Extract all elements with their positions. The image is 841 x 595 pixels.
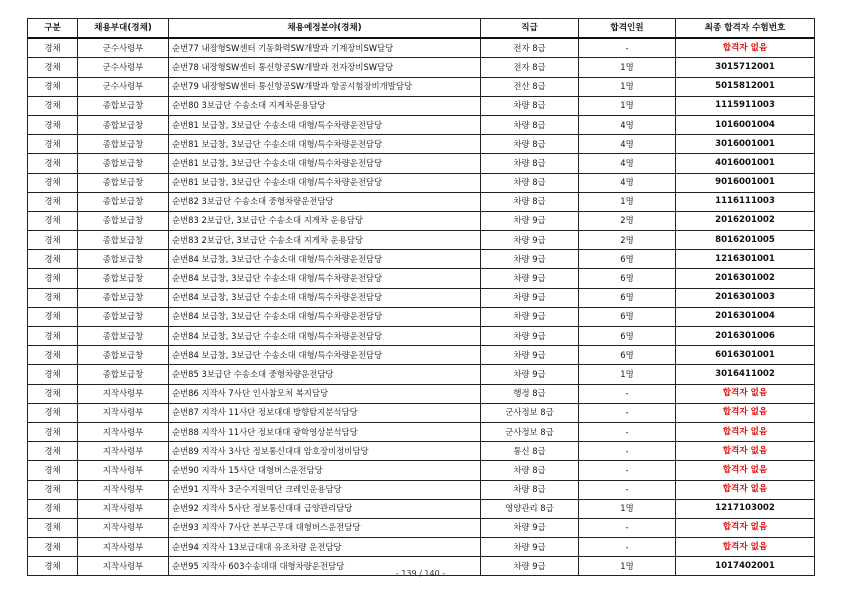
cell-unit: 지작사령부 [78,538,169,557]
cell-field: 순번77 내장형SW센터 기동화력SW개발과 기계장비SW담당 [169,38,481,58]
cell-passed-count: 1명 [579,96,676,115]
cell-unit: 종합보급창 [78,288,169,307]
cell-field: 순번86 지작사 7사단 인사참모처 복지담당 [169,384,481,403]
cell-grade: 차량 9급 [481,269,579,288]
cell-grade: 차량 8급 [481,96,579,115]
table-row [28,77,815,96]
cell-field: 순번80 3보급단 수송소대 지게차운용담당 [169,96,481,115]
cell-exam-number: 6016301001 [676,346,815,365]
cell-unit: 종합보급창 [78,211,169,230]
cell-unit: 종합보급창 [78,115,169,134]
cell-exam-number: 1116111003 [676,192,815,211]
cell-grade: 차량 9급 [481,307,579,326]
cell-unit: 지작사령부 [78,442,169,461]
cell-category: 경채 [28,77,78,96]
cell-exam-number: 3015712001 [676,58,815,77]
cell-grade: 군사정보 8급 [481,422,579,441]
cell-grade: 행정 8급 [481,384,579,403]
cell-unit: 군수사령부 [78,77,169,96]
cell-unit: 종합보급창 [78,154,169,173]
results-sheet [27,18,814,576]
cell-category: 경채 [28,442,78,461]
cell-passed-count: - [579,403,676,422]
cell-exam-number: 합격자 없음 [676,538,815,557]
cell-category: 경채 [28,346,78,365]
cell-exam-number: 1017402001 [676,557,815,576]
cell-exam-number: 2016301004 [676,307,815,326]
cell-field: 순번91 지작사 3군수지원여단 크레인운용담당 [169,480,481,499]
cell-exam-number: 합격자 없음 [676,384,815,403]
cell-passed-count: 6명 [579,288,676,307]
cell-grade: 전산 8급 [481,77,579,96]
cell-grade: 군사정보 8급 [481,403,579,422]
cell-passed-count: 1명 [579,499,676,518]
cell-passed-count: 6명 [579,269,676,288]
table-row [28,346,815,365]
header-row [28,19,815,39]
cell-unit: 군수사령부 [78,38,169,58]
cell-unit: 종합보급창 [78,269,169,288]
table-row [28,96,815,115]
cell-field: 순번81 보급창, 3보급단 수송소대 대형/특수차량운전담당 [169,154,481,173]
cell-field: 순번90 지작사 15사단 대형버스운전담당 [169,461,481,480]
cell-passed-count: 2명 [579,231,676,250]
table-row [28,307,815,326]
cell-field: 순번94 지작사 13보급대대 유조차량 운전담당 [169,538,481,557]
cell-category: 경채 [28,461,78,480]
cell-exam-number: 1217103002 [676,499,815,518]
cell-passed-count: - [579,442,676,461]
table-row [28,269,815,288]
cell-category: 경채 [28,135,78,154]
cell-unit: 종합보급창 [78,307,169,326]
cell-unit: 종합보급창 [78,192,169,211]
cell-exam-number: 1016001004 [676,115,815,134]
cell-exam-number: 1115911003 [676,96,815,115]
cell-unit: 지작사령부 [78,403,169,422]
cell-field: 순번83 2보급단, 3보급단 수송소대 지게차 운용담당 [169,211,481,230]
cell-grade: 통신 8급 [481,442,579,461]
table-row [28,538,815,557]
cell-category: 경채 [28,480,78,499]
cell-passed-count: - [579,518,676,537]
cell-grade: 차량 9급 [481,327,579,346]
cell-category: 경채 [28,115,78,134]
cell-exam-number: 2016301003 [676,288,815,307]
cell-field: 순번84 보급창, 3보급단 수송소대 대형/특수차량운전담당 [169,327,481,346]
results-table [27,18,815,576]
cell-exam-number: 합격자 없음 [676,38,815,58]
table-row [28,327,815,346]
cell-category: 경채 [28,192,78,211]
cell-grade: 차량 9급 [481,346,579,365]
cell-unit: 종합보급창 [78,173,169,192]
cell-passed-count: - [579,422,676,441]
table-row [28,422,815,441]
table-row [28,173,815,192]
cell-category: 경채 [28,231,78,250]
table-row [28,58,815,77]
cell-passed-count: - [579,538,676,557]
cell-unit: 지작사령부 [78,557,169,576]
cell-exam-number: 3016411002 [676,365,815,384]
cell-category: 경채 [28,307,78,326]
cell-grade: 영양관리 8급 [481,499,579,518]
cell-field: 순번88 지작사 11사단 정보대대 광학영상분석담당 [169,422,481,441]
cell-exam-number: 4016001001 [676,154,815,173]
cell-field: 순번92 지작사 5사단 정보통신대대 급양관리담당 [169,499,481,518]
cell-exam-number: 합격자 없음 [676,442,815,461]
table-row [28,288,815,307]
table-row [28,480,815,499]
cell-unit: 지작사령부 [78,422,169,441]
cell-field: 순번93 지작사 7사단 본부근무대 대형버스운전담당 [169,518,481,537]
cell-passed-count: 1명 [579,365,676,384]
cell-passed-count: 4명 [579,115,676,134]
cell-grade: 차량 8급 [481,115,579,134]
cell-field: 순번84 보급창, 3보급단 수송소대 대형/특수차량운전담당 [169,269,481,288]
header-field: 채용예정분야(경채) [169,19,481,39]
table-row [28,442,815,461]
cell-field: 순번78 내장형SW센터 통신항공SW개발과 전자장비SW담당 [169,58,481,77]
cell-exam-number: 8016201005 [676,231,815,250]
cell-unit: 종합보급창 [78,135,169,154]
cell-category: 경채 [28,327,78,346]
cell-grade: 차량 8급 [481,135,579,154]
cell-grade: 차량 9급 [481,538,579,557]
cell-passed-count: 6명 [579,307,676,326]
cell-grade: 전자 8급 [481,38,579,58]
cell-passed-count: 6명 [579,327,676,346]
cell-grade: 차량 8급 [481,192,579,211]
cell-passed-count: 6명 [579,250,676,269]
cell-grade: 차량 9급 [481,557,579,576]
cell-exam-number: 합격자 없음 [676,480,815,499]
cell-passed-count: - [579,384,676,403]
cell-category: 경채 [28,538,78,557]
cell-exam-number: 합격자 없음 [676,518,815,537]
cell-passed-count: 1명 [579,192,676,211]
header-passed-count: 합격인원 [579,19,676,39]
cell-unit: 지작사령부 [78,480,169,499]
table-row [28,231,815,250]
table-row [28,499,815,518]
cell-grade: 차량 8급 [481,480,579,499]
cell-category: 경채 [28,173,78,192]
cell-field: 순번83 2보급단, 3보급단 수송소대 지게차 운용담당 [169,231,481,250]
cell-category: 경채 [28,211,78,230]
cell-passed-count: 4명 [579,154,676,173]
cell-category: 경채 [28,365,78,384]
cell-passed-count: - [579,461,676,480]
cell-field: 순번89 지작사 3사단 정보통신대대 암호장비정비담당 [169,442,481,461]
cell-grade: 차량 9급 [481,231,579,250]
cell-grade: 전자 8급 [481,58,579,77]
cell-passed-count: 4명 [579,135,676,154]
cell-grade: 차량 9급 [481,365,579,384]
cell-grade: 차량 9급 [481,518,579,537]
cell-category: 경채 [28,269,78,288]
table-row [28,250,815,269]
cell-category: 경채 [28,518,78,537]
cell-exam-number: 합격자 없음 [676,422,815,441]
cell-exam-number: 2016201002 [676,211,815,230]
cell-exam-number: 3016001001 [676,135,815,154]
cell-category: 경채 [28,154,78,173]
cell-grade: 차량 8급 [481,154,579,173]
table-row [28,211,815,230]
cell-field: 순번95 지작사 603수송대대 대형차량운전담당 [169,557,481,576]
table-row [28,403,815,422]
cell-field: 순번81 보급창, 3보급단 수송소대 대형/특수차량운전담당 [169,115,481,134]
table-row [28,365,815,384]
cell-unit: 종합보급창 [78,96,169,115]
cell-exam-number: 2016301002 [676,269,815,288]
table-body [28,38,815,576]
cell-unit: 지작사령부 [78,518,169,537]
header-unit: 채용부대(경채) [78,19,169,39]
header-category: 구분 [28,19,78,39]
cell-field: 순번84 보급창, 3보급단 수송소대 대형/특수차량운전담당 [169,346,481,365]
cell-grade: 차량 9급 [481,288,579,307]
cell-exam-number: 합격자 없음 [676,461,815,480]
header-exam-number: 최종 합격자 수험번호 [676,19,815,39]
cell-exam-number: 합격자 없음 [676,403,815,422]
cell-unit: 종합보급창 [78,231,169,250]
cell-category: 경채 [28,557,78,576]
cell-unit: 지작사령부 [78,384,169,403]
cell-unit: 종합보급창 [78,365,169,384]
cell-category: 경채 [28,422,78,441]
cell-passed-count: 4명 [579,173,676,192]
cell-field: 순번81 보급창, 3보급단 수송소대 대형/특수차량운전담당 [169,135,481,154]
table-row [28,38,815,58]
cell-field: 순번84 보급창, 3보급단 수송소대 대형/특수차량운전담당 [169,307,481,326]
cell-passed-count: 1명 [579,557,676,576]
cell-category: 경채 [28,250,78,269]
cell-unit: 종합보급창 [78,250,169,269]
cell-grade: 차량 8급 [481,173,579,192]
cell-unit: 군수사령부 [78,58,169,77]
table-row [28,518,815,537]
cell-category: 경채 [28,288,78,307]
header-grade: 직급 [481,19,579,39]
cell-category: 경채 [28,384,78,403]
cell-category: 경채 [28,58,78,77]
cell-unit: 종합보급창 [78,327,169,346]
cell-passed-count: 1명 [579,58,676,77]
cell-unit: 지작사령부 [78,499,169,518]
table-row [28,192,815,211]
cell-exam-number: 9016001001 [676,173,815,192]
cell-category: 경채 [28,499,78,518]
cell-category: 경채 [28,403,78,422]
cell-grade: 차량 8급 [481,461,579,480]
table-row [28,115,815,134]
page-number: - 139 / 140 - [395,569,446,578]
cell-field: 순번84 보급창, 3보급단 수송소대 대형/특수차량운전담당 [169,288,481,307]
cell-field: 순번81 보급창, 3보급단 수송소대 대형/특수차량운전담당 [169,173,481,192]
table-row [28,154,815,173]
table-row [28,461,815,480]
cell-passed-count: - [579,38,676,58]
cell-exam-number: 1216301001 [676,250,815,269]
cell-field: 순번85 3보급단 수송소대 중형차량운전담당 [169,365,481,384]
cell-unit: 종합보급창 [78,346,169,365]
table-row [28,384,815,403]
cell-category: 경채 [28,96,78,115]
cell-passed-count: 6명 [579,346,676,365]
cell-passed-count: 1명 [579,77,676,96]
cell-field: 순번84 보급창, 3보급단 수송소대 대형/특수차량운전담당 [169,250,481,269]
cell-exam-number: 5015812001 [676,77,815,96]
table-row [28,135,815,154]
cell-field: 순번82 3보급단 수송소대 중형차량운전담당 [169,192,481,211]
cell-grade: 차량 9급 [481,211,579,230]
cell-field: 순번79 내장형SW센터 통신항공SW개발과 항공시험장비개발담당 [169,77,481,96]
cell-passed-count: - [579,480,676,499]
cell-category: 경채 [28,38,78,58]
cell-grade: 차량 9급 [481,250,579,269]
cell-unit: 지작사령부 [78,461,169,480]
cell-exam-number: 2016301006 [676,327,815,346]
cell-field: 순번87 지작사 11사단 정보대대 방향탐지분석담당 [169,403,481,422]
cell-passed-count: 2명 [579,211,676,230]
